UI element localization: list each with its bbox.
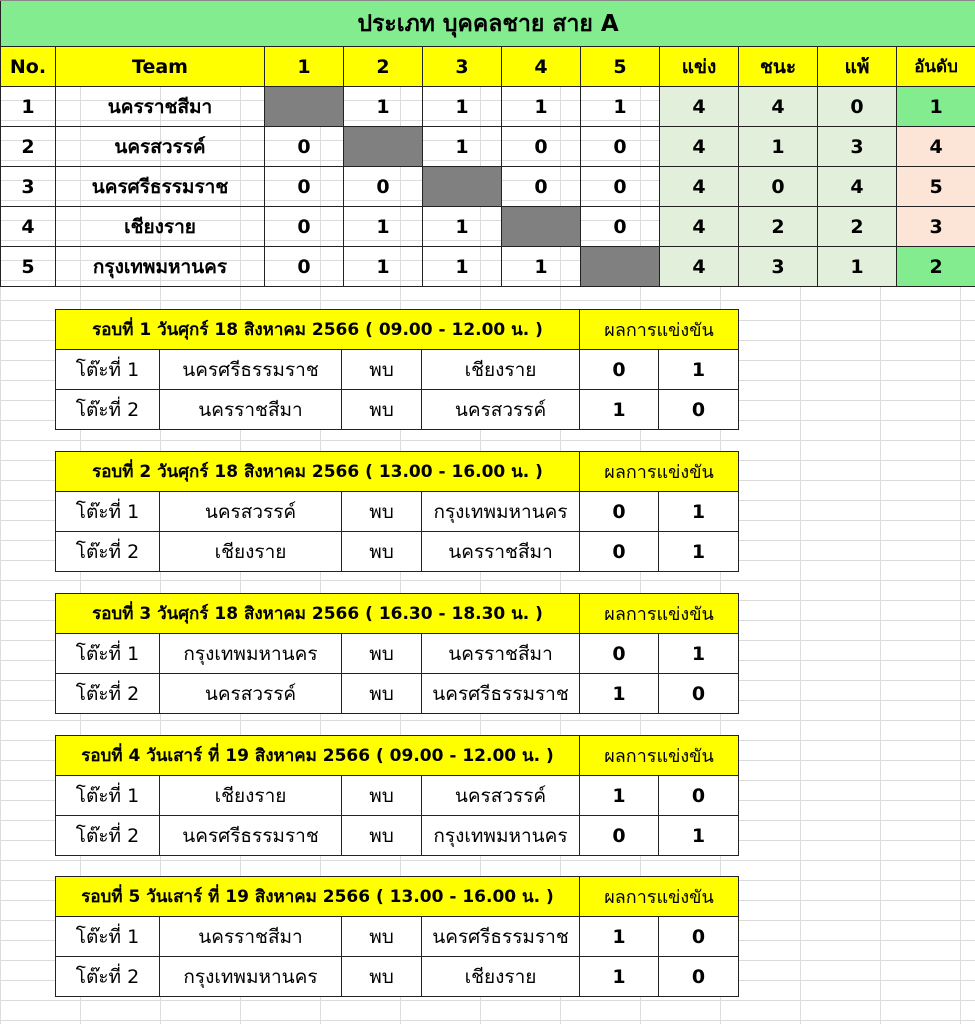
round-title: รอบที่ 4 วันเสาร์ ที่ 19 สิงหาคม 2566 ( 09.00 - 12.00 น. ) xyxy=(56,736,580,776)
result-cell-blank xyxy=(581,247,660,287)
away-score: 0 xyxy=(659,957,739,997)
away-team: เชียงราย xyxy=(422,350,580,390)
vs-label: พบ xyxy=(342,390,422,430)
home-score: 1 xyxy=(580,390,659,430)
home-score: 1 xyxy=(580,917,659,957)
row-no: 4 xyxy=(1,207,56,247)
standings-title: ประเภท บุคคลชาย สาย A xyxy=(1,1,975,47)
match-row xyxy=(56,350,739,390)
home-score: 0 xyxy=(580,634,659,674)
home-team: นครสวรรค์ xyxy=(160,492,342,532)
home-team: นครศรีธรรมราช xyxy=(160,350,342,390)
row-no: 2 xyxy=(1,127,56,167)
match-row xyxy=(56,917,739,957)
header-no: No. xyxy=(1,47,56,87)
lost-cell: 0 xyxy=(818,87,897,127)
row-no: 1 xyxy=(1,87,56,127)
rank-cell: 2 xyxy=(897,247,975,287)
away-score: 0 xyxy=(659,674,739,714)
won-cell: 0 xyxy=(739,167,818,207)
won-cell: 4 xyxy=(739,87,818,127)
row-team: นครศรีธรรมราช xyxy=(56,167,265,207)
result-cell: 0 xyxy=(265,207,344,247)
result-label: ผลการแข่งขัน xyxy=(580,594,739,634)
away-score: 0 xyxy=(659,390,739,430)
result-label: ผลการแข่งขัน xyxy=(580,452,739,492)
row-team: เชียงราย xyxy=(56,207,265,247)
round-title: รอบที่ 5 วันเสาร์ ที่ 19 สิงหาคม 2566 ( 13.00 - 16.00 น. ) xyxy=(56,877,580,917)
table-label: โต๊ะที่ 2 xyxy=(56,816,160,856)
table-label: โต๊ะที่ 2 xyxy=(56,532,160,572)
result-cell: 1 xyxy=(581,87,660,127)
match-row xyxy=(56,634,739,674)
home-team: กรุงเทพมหานคร xyxy=(160,957,342,997)
played-cell: 4 xyxy=(660,127,739,167)
home-score: 0 xyxy=(580,492,659,532)
home-score: 1 xyxy=(580,776,659,816)
home-team: เชียงราย xyxy=(160,532,342,572)
away-score: 1 xyxy=(659,492,739,532)
result-cell: 1 xyxy=(344,247,423,287)
row-team: กรุงเทพมหานคร xyxy=(56,247,265,287)
away-score: 1 xyxy=(659,350,739,390)
result-cell: 0 xyxy=(502,167,581,207)
standings-row xyxy=(1,207,975,247)
header-rank: อันดับ xyxy=(897,47,975,87)
header-played: แข่ง xyxy=(660,47,739,87)
round-title: รอบที่ 2 วันศุกร์ 18 สิงหาคม 2566 ( 13.00 - 16.00 น. ) xyxy=(56,452,580,492)
won-cell: 3 xyxy=(739,247,818,287)
home-score: 0 xyxy=(580,532,659,572)
result-cell: 0 xyxy=(265,167,344,207)
won-cell: 2 xyxy=(739,207,818,247)
played-cell: 4 xyxy=(660,247,739,287)
away-team: นครศรีธรรมราช xyxy=(422,674,580,714)
standings-row xyxy=(1,87,975,127)
away-team: นครราชสีมา xyxy=(422,532,580,572)
row-no: 3 xyxy=(1,167,56,207)
result-cell: 0 xyxy=(581,167,660,207)
vs-label: พบ xyxy=(342,350,422,390)
away-team: นครราชสีมา xyxy=(422,634,580,674)
round-title: รอบที่ 3 วันศุกร์ 18 สิงหาคม 2566 ( 16.30 - 18.30 น. ) xyxy=(56,594,580,634)
standings-row xyxy=(1,127,975,167)
home-score: 1 xyxy=(580,674,659,714)
won-cell: 1 xyxy=(739,127,818,167)
result-cell: 1 xyxy=(502,247,581,287)
home-score: 0 xyxy=(580,350,659,390)
vs-label: พบ xyxy=(342,634,422,674)
away-team: นครสวรรค์ xyxy=(422,776,580,816)
row-no: 5 xyxy=(1,247,56,287)
played-cell: 4 xyxy=(660,207,739,247)
header-opponent-4: 4 xyxy=(502,47,581,87)
away-score: 1 xyxy=(659,634,739,674)
round-table-1 xyxy=(55,309,739,430)
vs-label: พบ xyxy=(342,957,422,997)
away-team: กรุงเทพมหานคร xyxy=(422,492,580,532)
standings-row xyxy=(1,247,975,287)
away-score: 1 xyxy=(659,532,739,572)
match-row xyxy=(56,957,739,997)
home-score: 1 xyxy=(580,957,659,997)
lost-cell: 2 xyxy=(818,207,897,247)
header-team: Team xyxy=(56,47,265,87)
header-opponent-3: 3 xyxy=(423,47,502,87)
standings-header-row xyxy=(1,47,975,87)
result-cell: 1 xyxy=(423,127,502,167)
table-label: โต๊ะที่ 1 xyxy=(56,350,160,390)
header-won: ชนะ xyxy=(739,47,818,87)
result-cell-blank xyxy=(423,167,502,207)
table-label: โต๊ะที่ 2 xyxy=(56,674,160,714)
result-label: ผลการแข่งขัน xyxy=(580,736,739,776)
home-team: กรุงเทพมหานคร xyxy=(160,634,342,674)
table-label: โต๊ะที่ 2 xyxy=(56,390,160,430)
result-cell: 0 xyxy=(344,167,423,207)
away-team: เชียงราย xyxy=(422,957,580,997)
rank-cell: 3 xyxy=(897,207,975,247)
round-title: รอบที่ 1 วันศุกร์ 18 สิงหาคม 2566 ( 09.00 - 12.00 น. ) xyxy=(56,310,580,350)
result-cell: 0 xyxy=(581,207,660,247)
match-row xyxy=(56,492,739,532)
match-row xyxy=(56,674,739,714)
result-cell: 1 xyxy=(423,87,502,127)
vs-label: พบ xyxy=(342,492,422,532)
result-cell: 1 xyxy=(344,207,423,247)
result-cell-blank xyxy=(344,127,423,167)
vs-label: พบ xyxy=(342,917,422,957)
match-row xyxy=(56,776,739,816)
home-team: นครราชสีมา xyxy=(160,390,342,430)
away-team: กรุงเทพมหานคร xyxy=(422,816,580,856)
round-table-2 xyxy=(55,451,739,572)
result-cell: 0 xyxy=(502,127,581,167)
away-score: 1 xyxy=(659,816,739,856)
lost-cell: 1 xyxy=(818,247,897,287)
row-team: นครราชสีมา xyxy=(56,87,265,127)
home-team: นครศรีธรรมราช xyxy=(160,816,342,856)
table-label: โต๊ะที่ 2 xyxy=(56,957,160,997)
vs-label: พบ xyxy=(342,532,422,572)
played-cell: 4 xyxy=(660,87,739,127)
away-score: 0 xyxy=(659,917,739,957)
table-label: โต๊ะที่ 1 xyxy=(56,492,160,532)
away-team: นครสวรรค์ xyxy=(422,390,580,430)
result-cell-blank xyxy=(265,87,344,127)
vs-label: พบ xyxy=(342,816,422,856)
result-cell: 0 xyxy=(265,127,344,167)
lost-cell: 4 xyxy=(818,167,897,207)
result-cell: 1 xyxy=(344,87,423,127)
header-opponent-2: 2 xyxy=(344,47,423,87)
table-label: โต๊ะที่ 1 xyxy=(56,776,160,816)
round-table-3 xyxy=(55,593,739,714)
result-cell: 1 xyxy=(502,87,581,127)
standings-row xyxy=(1,167,975,207)
vs-label: พบ xyxy=(342,674,422,714)
home-score: 0 xyxy=(580,816,659,856)
round-table-5 xyxy=(55,876,739,997)
result-cell: 0 xyxy=(581,127,660,167)
away-team: นครศรีธรรมราช xyxy=(422,917,580,957)
header-opponent-1: 1 xyxy=(265,47,344,87)
match-row xyxy=(56,816,739,856)
standings-table xyxy=(0,0,975,287)
row-team: นครสวรรค์ xyxy=(56,127,265,167)
home-team: นครสวรรค์ xyxy=(160,674,342,714)
table-label: โต๊ะที่ 1 xyxy=(56,634,160,674)
header-lost: แพ้ xyxy=(818,47,897,87)
vs-label: พบ xyxy=(342,776,422,816)
table-label: โต๊ะที่ 1 xyxy=(56,917,160,957)
result-label: ผลการแข่งขัน xyxy=(580,877,739,917)
header-opponent-5: 5 xyxy=(581,47,660,87)
result-cell: 1 xyxy=(423,247,502,287)
round-table-4 xyxy=(55,735,739,856)
played-cell: 4 xyxy=(660,167,739,207)
result-cell-blank xyxy=(502,207,581,247)
lost-cell: 3 xyxy=(818,127,897,167)
result-cell: 1 xyxy=(423,207,502,247)
rank-cell: 4 xyxy=(897,127,975,167)
match-row xyxy=(56,532,739,572)
home-team: นครราชสีมา xyxy=(160,917,342,957)
rank-cell: 5 xyxy=(897,167,975,207)
result-label: ผลการแข่งขัน xyxy=(580,310,739,350)
result-cell: 0 xyxy=(265,247,344,287)
match-row xyxy=(56,390,739,430)
rank-cell: 1 xyxy=(897,87,975,127)
home-team: เชียงราย xyxy=(160,776,342,816)
away-score: 0 xyxy=(659,776,739,816)
